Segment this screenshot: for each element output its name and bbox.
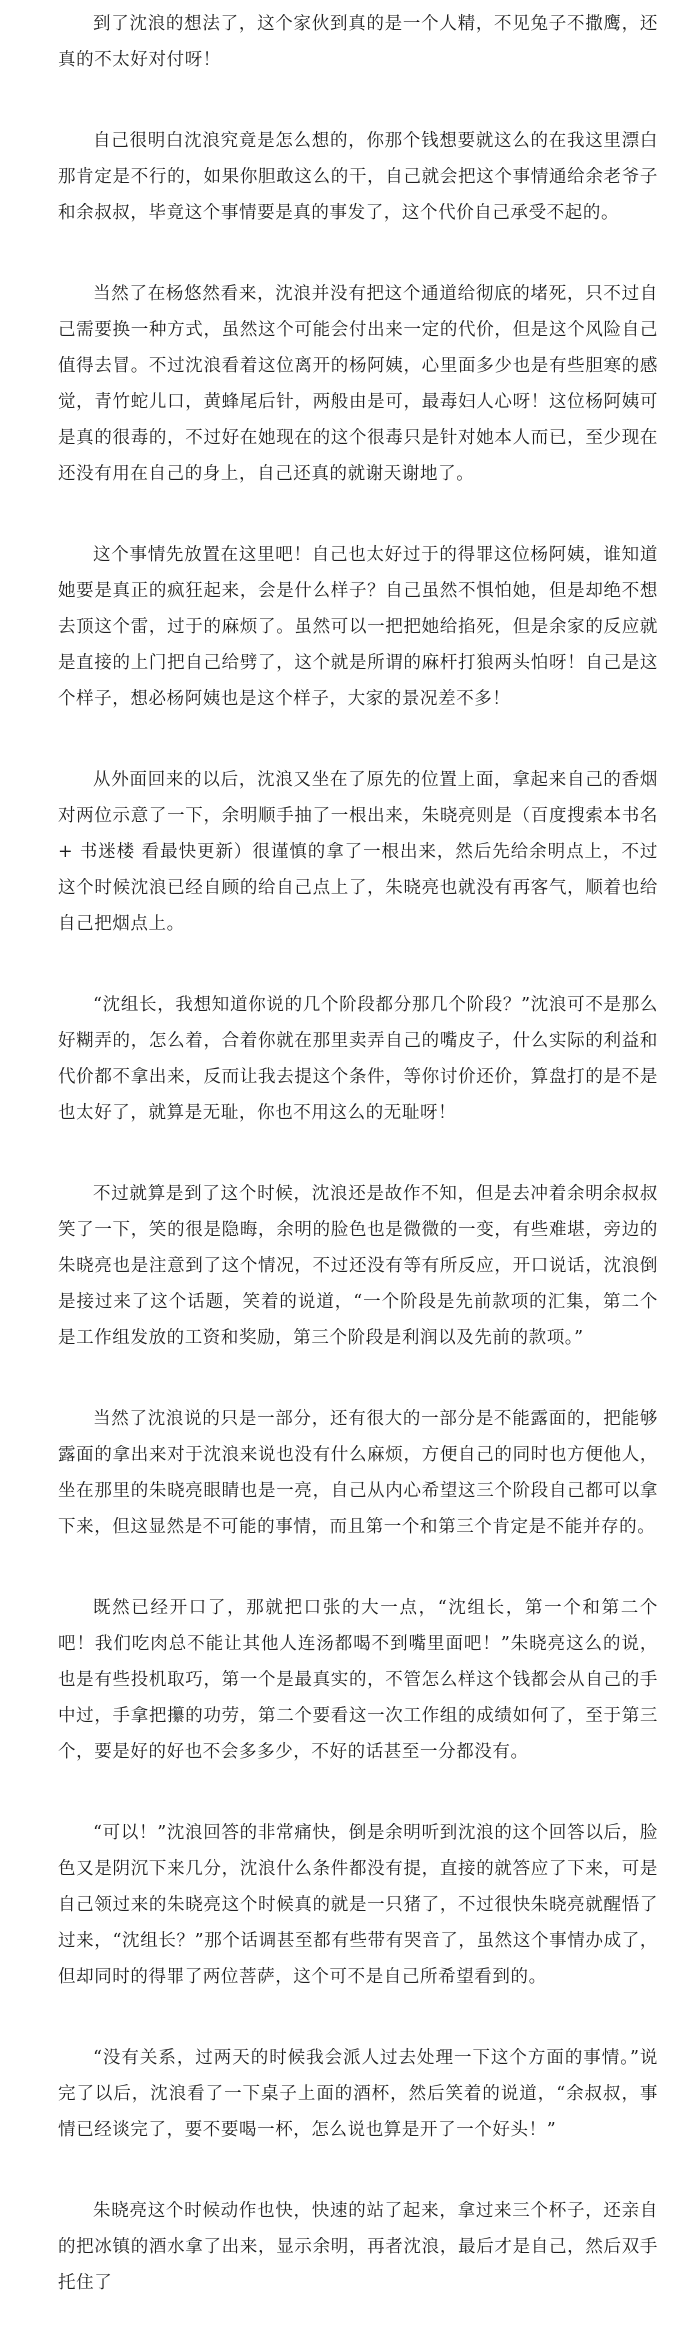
paragraph-2: 自己很明白沈浪究竟是怎么想的，你那个钱想要就这么的在我这里漂白那肯定是不行的，如果你胆敢这么的干，自己就会把这个事情通给余老爷子和余叔叔，毕竟这个事情要是真的事发了，这个代价自己承受不起的。 — [58, 131, 658, 223]
paragraph-11: “没有关系，过两天的时候我会派人过去处理一下这个方面的事情。”说完了以后，沈浪看了一下桌子上面的酒杯，然后笑着的说道，“余叔叔，事情已经谈完了，要不要喝一杯，怎么说也算是开了一个好头！” — [58, 2048, 658, 2140]
paragraph-1: 到了沈浪的想法了，这个家伙到真的是一个人精，不见兔子不撒鹰，还真的不太好对付呀！ — [58, 14, 658, 70]
paragraph-9: 既然已经开口了，那就把口张的大一点，“沈组长，第一个和第二个吧！我们吃肉总不能让其他人连汤都喝不到嘴里面吧！”朱晓亮这么的说，也是有些投机取巧，第一个是最真实的，不管怎么样这个钱都会从自己的手中过，手拿把攥的功劳，第二个要看这一次工作组的成绩如何了，至于第三个，要是好的好也不会多多少，不好的话甚至一分都没有。 — [58, 1598, 658, 1762]
paragraph-10: “可以！”沈浪回答的非常痛快，倒是余明听到沈浪的这个回答以后，脸色又是阴沉下来几分，沈浪什么条件都没有提，直接的就答应了下来，可是自己领过来的朱晓亮这个时候真的就是一只猪了，不过很快朱晓亮就醒悟了过来，“沈组长？”那个话调甚至都有些带有哭音了，虽然这个事情办成了，但却同时的得罪了两位菩萨，这个可不是自己所希望看到的。 — [58, 1823, 658, 1987]
paragraph-8: 当然了沈浪说的只是一部分，还有很大的一部分是不能露面的，把能够露面的拿出来对于沈浪来说也没有什么麻烦，方便自己的同时也方便他人，坐在那里的朱晓亮眼睛也是一亮，自己从内心希望这三个阶段自己都可以拿下来，但这显然是不可能的事情，而且第一个和第三个肯定是不能并存的。 — [58, 1409, 658, 1537]
paragraph-6: “沈组长，我想知道你说的几个阶段都分那几个阶段？”沈浪可不是那么好糊弄的，怎么着，合着你就在那里卖弄自己的嘴皮子，什么实际的利益和代价都不拿出来，反而让我去提这个条件，等你讨价还价，算盘打的是不是也太好了，就算是无耻，你也不用这么的无耻呀！ — [58, 995, 658, 1123]
paragraph-3: 当然了在杨悠然看来，沈浪并没有把这个通道给彻底的堵死，只不过自己需要换一种方式，虽然这个可能会付出来一定的代价，但是这个风险自己值得去冒。不过沈浪看着这位离开的杨阿姨，心里面多少也是有些胆寒的感觉，青竹蛇儿口，黄蜂尾后针，两般由是可，最毒妇人心呀！这位杨阿姨可是真的很毒的，不过好在她现在的这个很毒只是针对她本人而已，至少现在还没有用在自己的身上，自己还真的就谢天谢地了。 — [58, 284, 658, 484]
paragraph-12: 朱晓亮这个时候动作也快，快速的站了起来，拿过来三个杯子，还亲自的把冰镇的酒水拿了出来，显示余明，再者沈浪，最后才是自己，然后双手托住了 — [58, 2201, 658, 2293]
paragraph-7: 不过就算是到了这个时候，沈浪还是故作不知，但是去冲着余明余叔叔笑了一下，笑的很是隐晦，余明的脸色也是微微的一变，有些难堪，旁边的朱晓亮也是注意到了这个情况，不过还没有等有所反应，开口说话，沈浪倒是接过来了这个话题，笑着的说道，“一个阶段是先前款项的汇集，第二个是工作组发放的工资和奖励，第三个阶段是利润以及先前的款项。” — [58, 1184, 658, 1348]
document-page — [58, 6, 658, 2346]
paragraph-4: 这个事情先放置在这里吧！自己也太好过于的得罪这位杨阿姨，谁知道她要是真正的疯狂起来，会是什么样子？自己虽然不惧怕她，但是却绝不想去顶这个雷，过于的麻烦了。虽然可以一把把她给掐死，但是余家的反应就是直接的上门把自己给劈了，这个就是所谓的麻杆打狼两头怕呀！自己是这个样子，想必杨阿姨也是这个样子，大家的景况差不多！ — [58, 545, 658, 709]
paragraph-5: 从外面回来的以后，沈浪又坐在了原先的位置上面，拿起来自己的香烟对两位示意了一下，余明顺手抽了一根出来，朱晓亮则是（百度搜索本书名+ 书迷楼 看最快更新）很谨慎的拿了一根出来，然后先给余明点上，不过这个时候沈浪已经自顾的给自己点上了，朱晓亮也就没有再客气，顺着也给自己把烟点上。 — [58, 770, 658, 934]
